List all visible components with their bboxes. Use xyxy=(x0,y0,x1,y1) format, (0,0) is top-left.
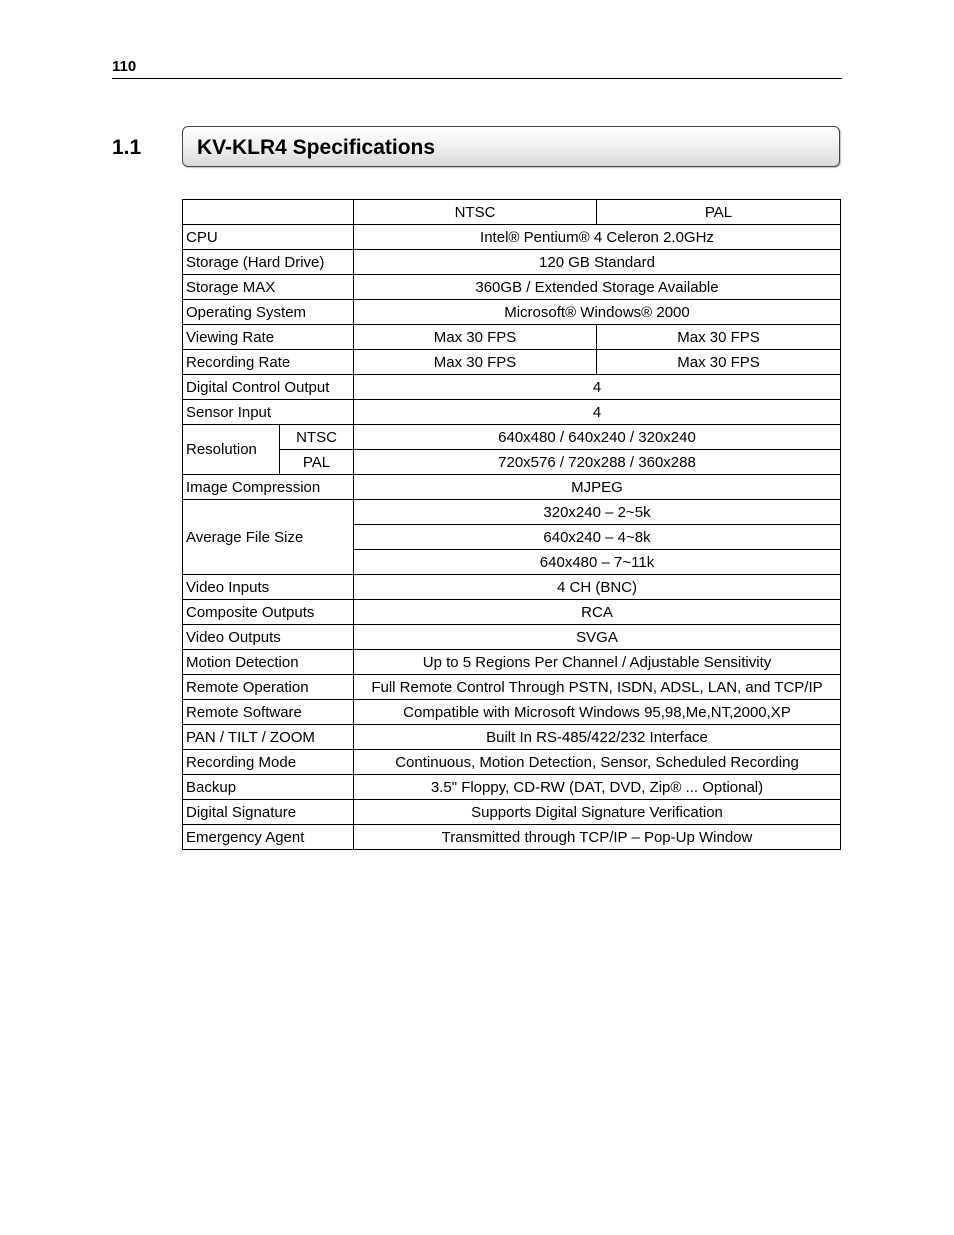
row-value: Transmitted through TCP/IP – Pop-Up Window xyxy=(354,825,841,850)
row-value: MJPEG xyxy=(354,475,841,500)
resolution-ntsc-label: NTSC xyxy=(280,425,354,450)
table-row xyxy=(183,400,841,425)
row-label: Remote Software xyxy=(183,700,354,725)
row-value: RCA xyxy=(354,600,841,625)
row-label: Digital Signature xyxy=(183,800,354,825)
table-row xyxy=(183,600,841,625)
row-label: Image Compression xyxy=(183,475,354,500)
header-rule xyxy=(112,78,842,79)
section-title: KV-KLR4 Specifications xyxy=(197,136,436,159)
table-row xyxy=(183,825,841,850)
table-row xyxy=(183,225,841,250)
row-value: 4 CH (BNC) xyxy=(354,575,841,600)
row-label: Emergency Agent xyxy=(183,825,354,850)
section-title-box xyxy=(182,126,840,167)
file-size-value: 320x240 – 2~5k xyxy=(354,500,841,525)
row-label: Composite Outputs xyxy=(183,600,354,625)
row-label-average-file-size: Average File Size xyxy=(183,500,354,575)
table-row xyxy=(183,300,841,325)
row-value-pal: Max 30 FPS xyxy=(597,325,841,350)
resolution-pal-value: 720x576 / 720x288 / 360x288 xyxy=(354,450,841,475)
table-row xyxy=(183,700,841,725)
resolution-pal-label: PAL xyxy=(280,450,354,475)
row-value: 360GB / Extended Storage Available xyxy=(354,275,841,300)
row-value: Compatible with Microsoft Windows 95,98,Me,NT,2000,XP xyxy=(354,700,841,725)
table-row xyxy=(183,475,841,500)
table-row xyxy=(183,325,841,350)
table-row xyxy=(183,250,841,275)
row-value-pal: Max 30 FPS xyxy=(597,350,841,375)
row-value: Microsoft® Windows® 2000 xyxy=(354,300,841,325)
row-label: Backup xyxy=(183,775,354,800)
row-value-ntsc: Max 30 FPS xyxy=(354,350,597,375)
row-value: SVGA xyxy=(354,625,841,650)
row-label: Video Outputs xyxy=(183,625,354,650)
row-label: PAN / TILT / ZOOM xyxy=(183,725,354,750)
row-label: Remote Operation xyxy=(183,675,354,700)
table-row xyxy=(183,425,841,450)
row-label: Operating System xyxy=(183,300,354,325)
table-row xyxy=(183,800,841,825)
row-label: Video Inputs xyxy=(183,575,354,600)
row-value: 120 GB Standard xyxy=(354,250,841,275)
table-row xyxy=(183,650,841,675)
table-row xyxy=(183,675,841,700)
table-row xyxy=(183,575,841,600)
row-value: Up to 5 Regions Per Channel / Adjustable Sensitivity xyxy=(354,650,841,675)
section-number: 1.1 xyxy=(112,136,142,159)
row-value: Intel® Pentium® 4 Celeron 2.0GHz xyxy=(354,225,841,250)
row-value-ntsc: Max 30 FPS xyxy=(354,325,597,350)
row-value: Built In RS-485/422/232 Interface xyxy=(354,725,841,750)
header-pal: PAL xyxy=(597,200,841,225)
row-label: Recording Mode xyxy=(183,750,354,775)
file-size-value: 640x240 – 4~8k xyxy=(354,525,841,550)
row-value: Continuous, Motion Detection, Sensor, Scheduled Recording xyxy=(354,750,841,775)
file-size-value: 640x480 – 7~11k xyxy=(354,550,841,575)
row-label: Storage MAX xyxy=(183,275,354,300)
row-label: CPU xyxy=(183,225,354,250)
row-label: Sensor Input xyxy=(183,400,354,425)
specifications-table xyxy=(182,199,841,850)
table-row xyxy=(183,500,841,525)
resolution-ntsc-value: 640x480 / 640x240 / 320x240 xyxy=(354,425,841,450)
table-row xyxy=(183,725,841,750)
table-header-row xyxy=(183,200,841,225)
table-row xyxy=(183,750,841,775)
row-label-resolution: Resolution xyxy=(183,425,280,475)
page-number: 110 xyxy=(112,58,137,75)
row-value: Full Remote Control Through PSTN, ISDN, ADSL, LAN, and TCP/IP xyxy=(354,675,841,700)
table-row xyxy=(183,450,841,475)
table-row xyxy=(183,775,841,800)
row-value: Supports Digital Signature Verification xyxy=(354,800,841,825)
row-label: Viewing Rate xyxy=(183,325,354,350)
row-label: Motion Detection xyxy=(183,650,354,675)
table-row xyxy=(183,275,841,300)
row-value: 3.5" Floppy, CD-RW (DAT, DVD, Zip® ... Optional) xyxy=(354,775,841,800)
row-label: Recording Rate xyxy=(183,350,354,375)
row-label: Digital Control Output xyxy=(183,375,354,400)
header-empty-cell xyxy=(183,200,354,225)
table-row xyxy=(183,375,841,400)
table-row xyxy=(183,350,841,375)
table-row xyxy=(183,625,841,650)
row-value: 4 xyxy=(354,375,841,400)
header-ntsc: NTSC xyxy=(354,200,597,225)
row-value: 4 xyxy=(354,400,841,425)
row-label: Storage (Hard Drive) xyxy=(183,250,354,275)
